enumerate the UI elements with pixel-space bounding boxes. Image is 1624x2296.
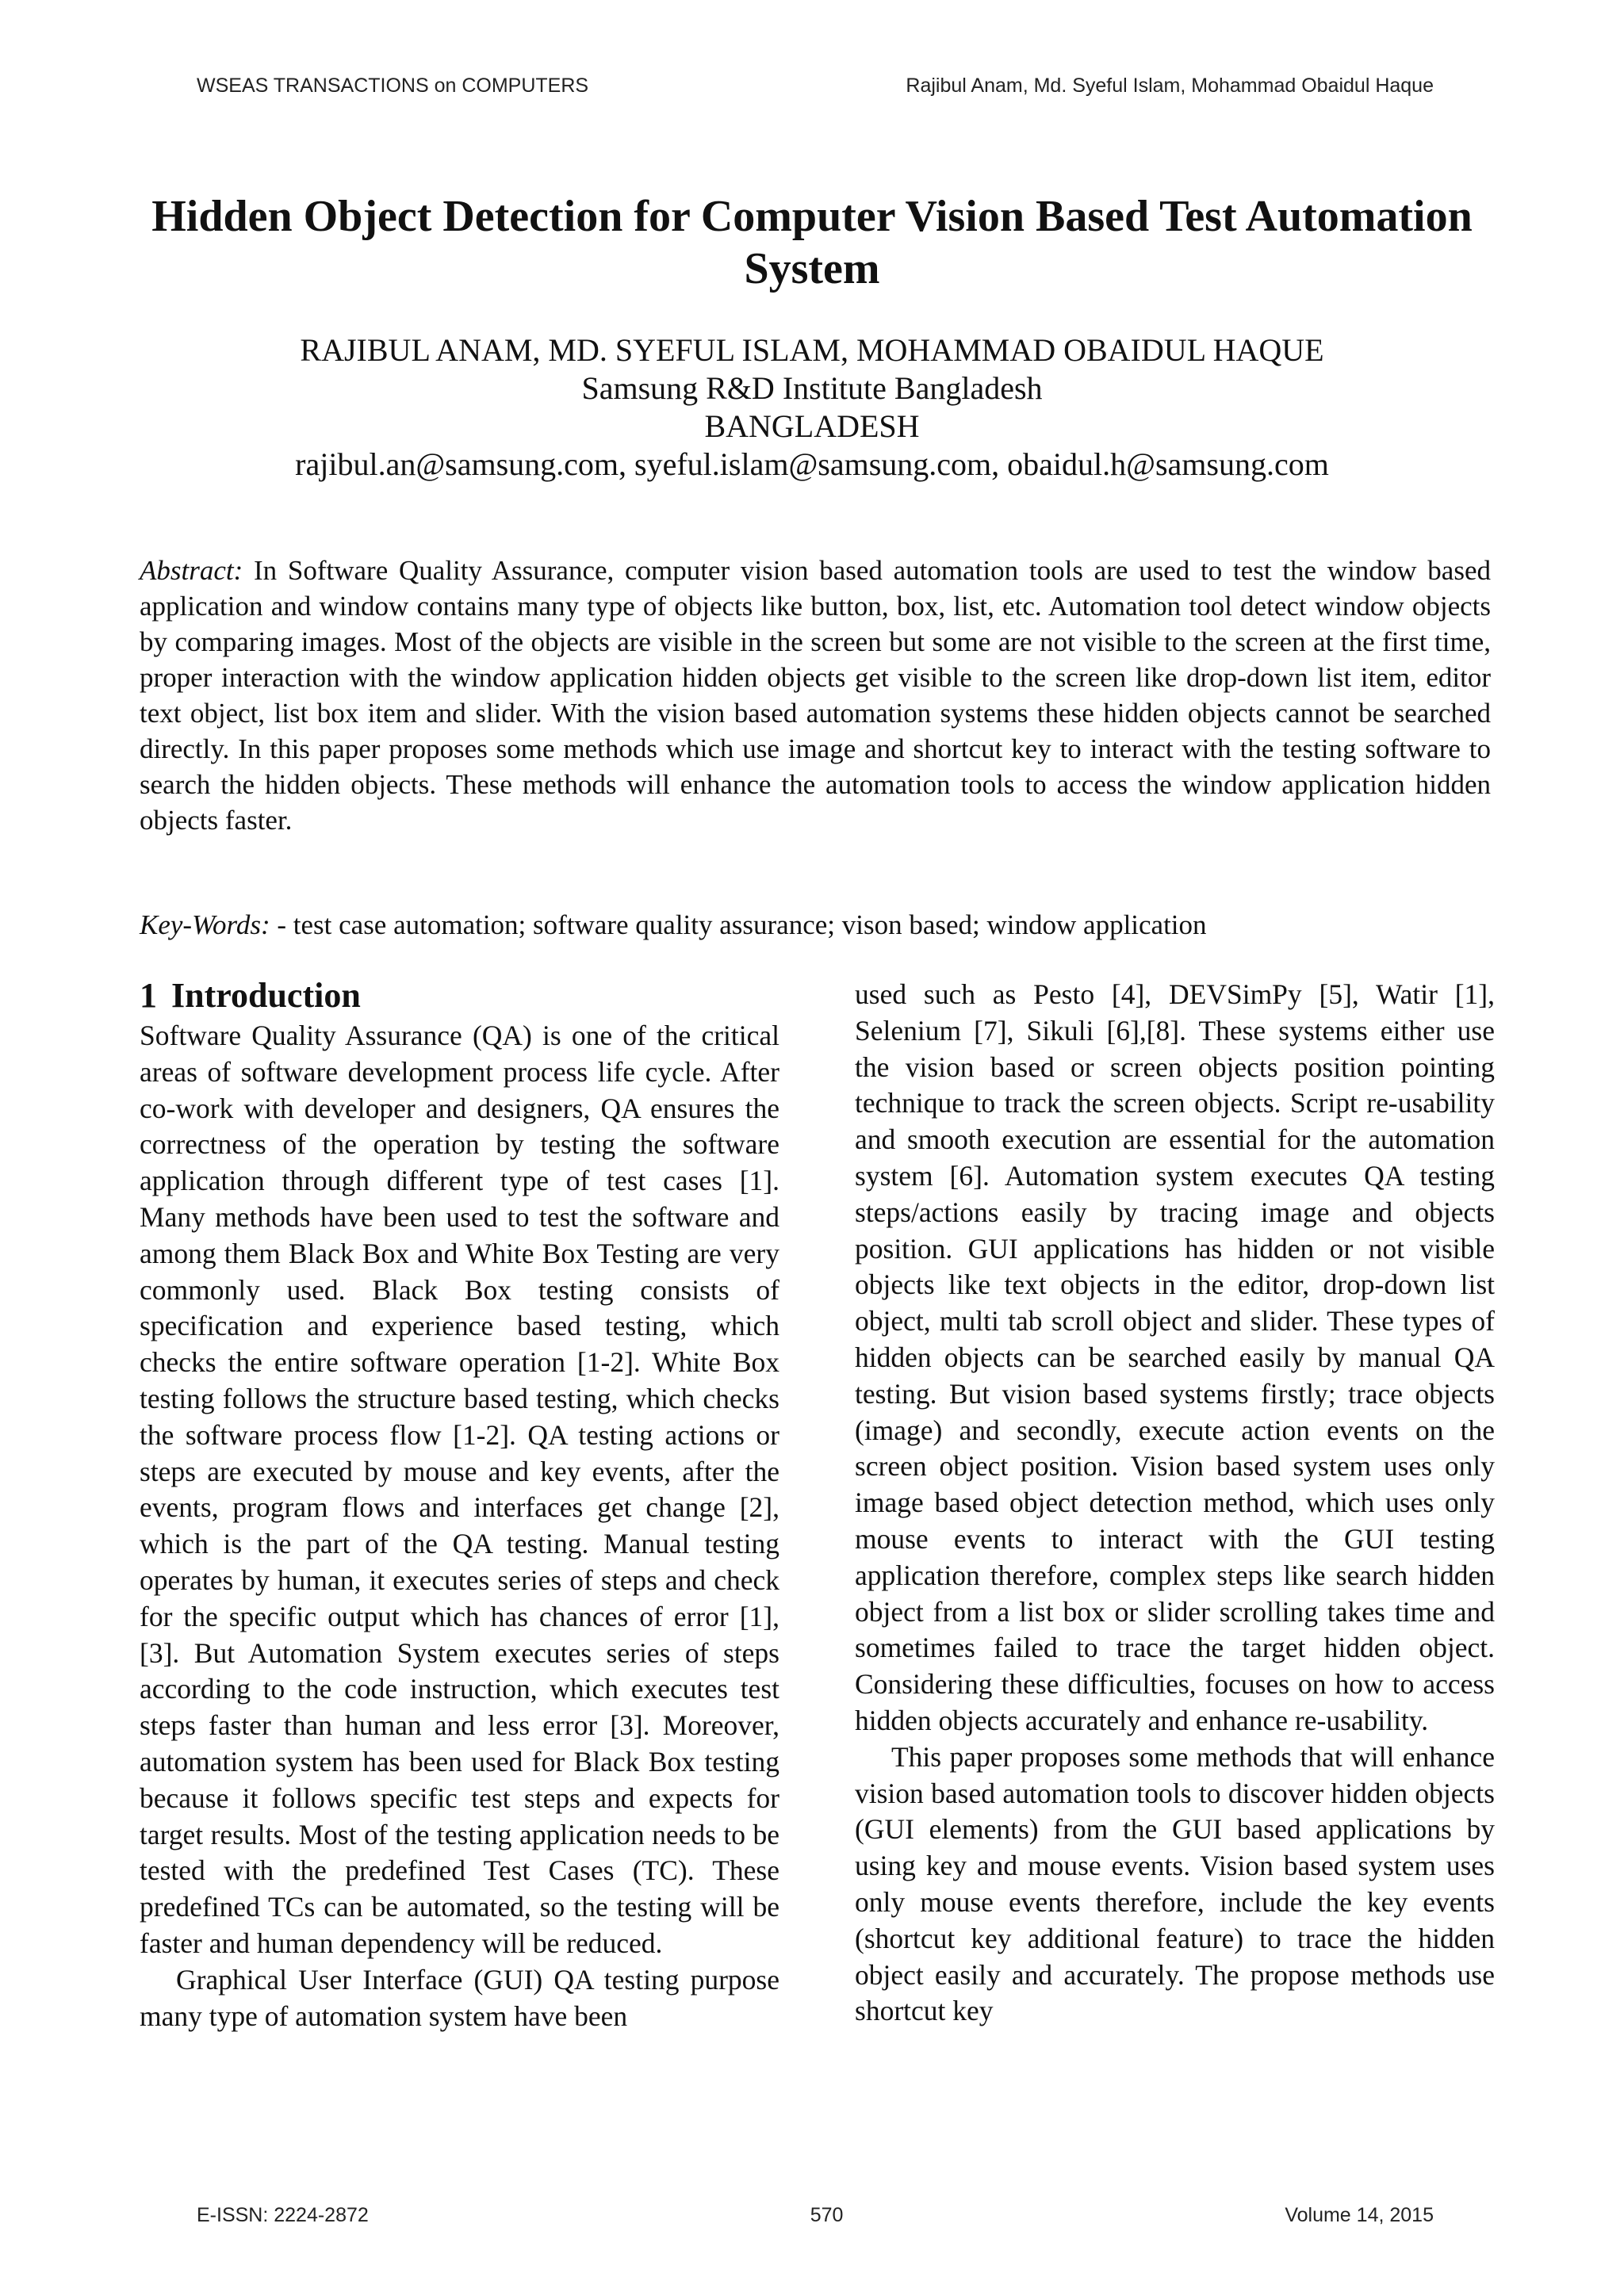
keywords bbox=[140, 907, 1491, 943]
page-footer bbox=[197, 2204, 1434, 2227]
issn: E-ISSN: 2224-2872 bbox=[197, 2204, 369, 2226]
abstract bbox=[140, 553, 1491, 838]
left-column bbox=[140, 975, 779, 2034]
section-number: 1 bbox=[140, 976, 157, 1015]
country: BANGLADESH bbox=[704, 408, 920, 444]
author-block bbox=[127, 331, 1497, 484]
intro-paragraph-2-cont: used such as Pesto [4], DEVSimPy [5], Watir [1], Selenium [7], Sikuli [6],[8]. These systems either use the vision based or screen objects position pointing technique to track the screen objects. Script re-usability and smooth execution are essential for the automation system [6]. Automation system executes QA testing steps/actions easily by tracing image and objects position. GUI applications has hidden or not visible objects like text objects in the editor, drop-down list object, multi tab scroll object and slider. These types of hidden objects can be searched easily by manual QA testing. But vision based systems firstly; trace objects (image) and secondly, execute action events on the screen object position. Vision based system uses only image based object detection method, which uses only mouse events to interact with the GUI testing application therefore, complex steps like search hidden object from a list box or slider scrolling takes time and sometimes failed to trace the target hidden object. Considering these difficulties, focuses on how to access hidden objects accurately and enhance re-usability. bbox=[855, 978, 1495, 1736]
abstract-text: In Software Quality Assurance, computer vision based automation tools are used to test the window based application and window contains many type of objects like button, box, list, etc. Automation tool detect window objects by comparing images. Most of the objects are visible in the screen but some are not visible to the screen at the first time, proper interaction with the window application hidden objects get visible to the screen like drop-down list item, editor text object, list box item and slider. With the vision based automation systems these hidden objects cannot be searched directly. In this paper proposes some methods which use image and shortcut key to interact with the testing software to search the hidden objects. These methods will enhance the automation tools to access the window application hidden objects faster. bbox=[140, 555, 1491, 836]
paper-title: Hidden Object Detection for Computer Vision Based Test Automation System bbox=[151, 192, 1473, 293]
intro-paragraph-3: This paper proposes some methods that will enhance vision based automation tools to discover hidden objects (GUI elements) from the GUI based applications by using key and mouse events. Vision based system uses only mouse events therefore, include the key events (shortcut key additional feature) to trace the hidden object easily and accurately. The propose methods use shortcut key bbox=[855, 1740, 1495, 2027]
author-emails: rajibul.an@samsung.com, syeful.islam@samsung.com, obaidul.h@samsung.com bbox=[295, 446, 1329, 482]
running-authors: Rajibul Anam, Md. Syeful Islam, Mohammad Obaidul Haque bbox=[906, 75, 1434, 97]
author-names: RAJIBUL ANAM, MD. SYEFUL ISLAM, MOHAMMAD OBAIDUL HAQUE bbox=[300, 332, 1324, 368]
intro-paragraph-2-start: Graphical User Interface (GUI) QA testing purpose many type of automation system have been bbox=[140, 1963, 779, 2032]
keywords-label: Key-Words: bbox=[140, 909, 270, 940]
volume: Volume 14, 2015 bbox=[1285, 2204, 1434, 2226]
affiliation: Samsung R&D Institute Bangladesh bbox=[581, 370, 1043, 406]
intro-paragraph-1: Software Quality Assurance (QA) is one of the critical areas of software development process life cycle. After co-work with developer and designers, QA ensures the correctness of the operation by testing the software application through different type of test cases [1]. Many methods have been used to test the software and among them Black Box and White Box Testing are very commonly used. Black Box testing consists of specification and experience based testing, which checks the entire software operation [1-2]. White Box testing follows the structure based testing, which checks the software process flow [1-2]. QA testing actions or steps are executed by mouse and key events, after the events, program flows and interfaces get change [2], which is the part of the QA testing. Manual testing operates by human, it executes series of steps and check for the specific output which has chances of error [1],[3]. But Automation System executes series of steps according to the code instruction, which executes test steps faster than human and less error [3]. Moreover, automation system has been used for Black Box testing because it follows specific test steps and expects for target results. Most of the testing application needs to be tested with the predefined Test Cases (TC). These predefined TCs can be automated, so the testing will be faster and human dependency will be reduced. bbox=[140, 1020, 779, 1959]
running-header bbox=[197, 75, 1434, 98]
abstract-label: Abstract: bbox=[140, 555, 243, 586]
journal-name: WSEAS TRANSACTIONS on COMPUTERS bbox=[197, 75, 589, 97]
keywords-text: - test case automation; software quality assurance; vison based; window application bbox=[277, 909, 1207, 940]
section-title: Introduction bbox=[171, 976, 361, 1015]
page-number: 570 bbox=[810, 2204, 844, 2226]
right-column bbox=[855, 977, 1495, 2030]
section-heading bbox=[140, 975, 779, 1016]
